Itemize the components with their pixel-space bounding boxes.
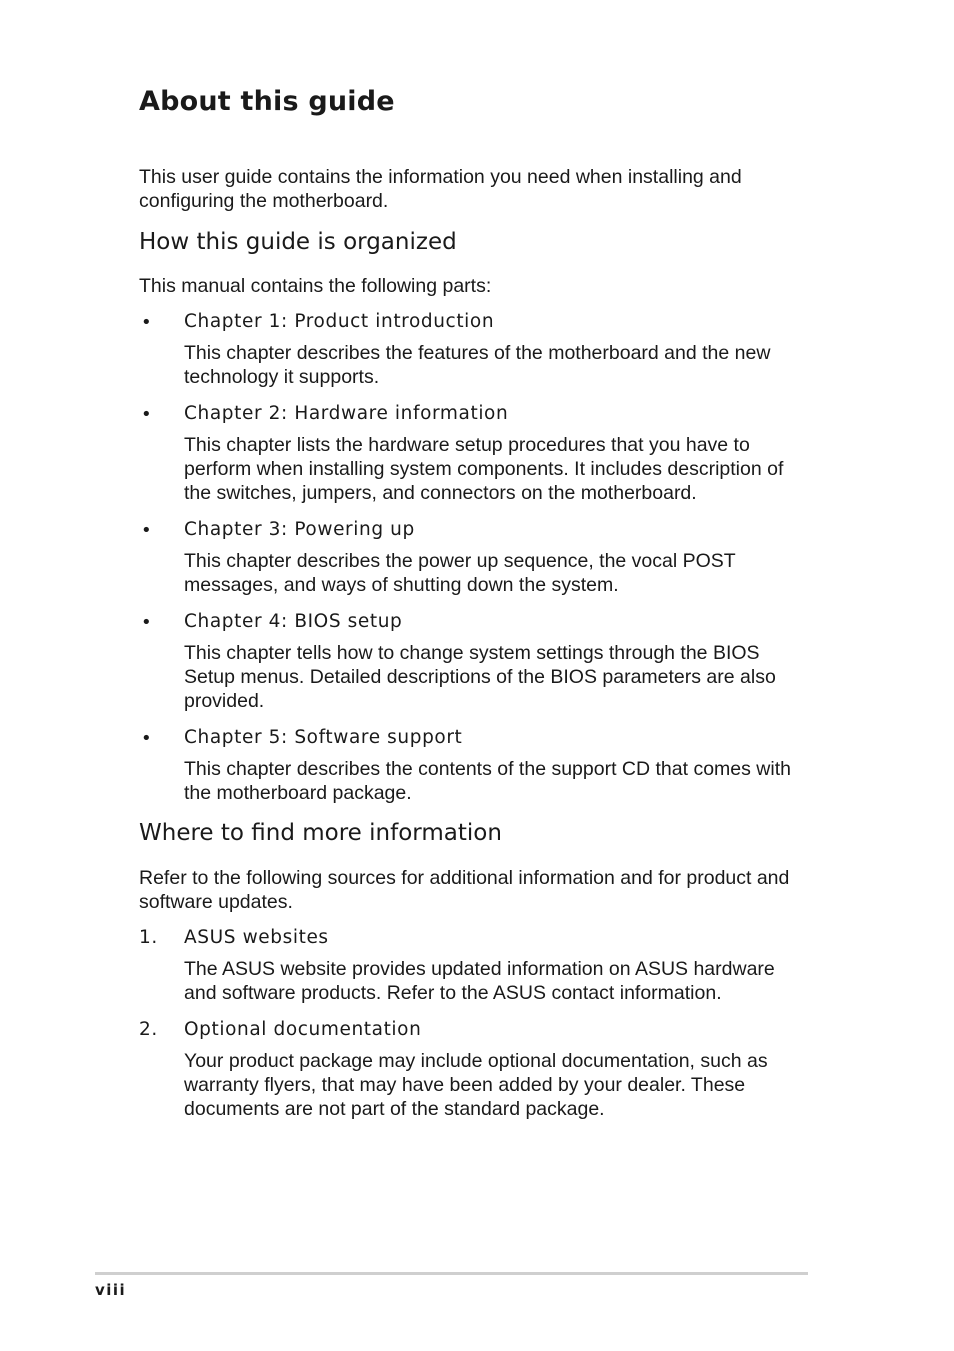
chapter-item: [139, 311, 809, 389]
chapter-description: This chapter lists the hardware setup procedures that you have to perform when installing system components. It includes description of the switches, jumpers, and connectors on the motherboard.: [184, 434, 784, 504]
bullet-icon: •: [141, 728, 153, 749]
chapter-title: Chapter 2: Hardware information: [184, 403, 509, 424]
section-heading-organized: How this guide is organized: [139, 229, 457, 255]
chapter-item: [139, 519, 809, 597]
page-number: viii: [95, 1281, 127, 1299]
bullet-icon: •: [141, 520, 153, 541]
source-title: ASUS websites: [184, 927, 329, 948]
bullet-icon: •: [141, 404, 153, 425]
source-description: The ASUS website provides updated information on ASUS hardware and software products. Refer to the ASUS contact information.: [184, 958, 775, 1004]
chapter-description: This chapter describes the power up sequence, the vocal POST messages, and ways of shutting down the system.: [184, 550, 736, 596]
chapter-title: Chapter 5: Software support: [184, 727, 463, 748]
item-number: 2.: [139, 1019, 158, 1040]
chapter-title: Chapter 4: BIOS setup: [184, 611, 403, 632]
chapter-item: [139, 727, 809, 805]
section-lead-organized: This manual contains the following parts:: [139, 275, 492, 297]
footer-divider: [95, 1272, 808, 1275]
chapter-title: Chapter 1: Product introduction: [184, 311, 495, 332]
chapter-item: [139, 611, 809, 713]
source-description: Your product package may include optional documentation, such as warranty flyers, that may have been added by your dealer. These documents are not part of the standard package.: [184, 1050, 768, 1120]
item-number: 1.: [139, 927, 158, 948]
chapter-title: Chapter 3: Powering up: [184, 519, 415, 540]
section-heading-more-info: Where to find more information: [139, 820, 502, 846]
chapter-description: This chapter tells how to change system settings through the BIOS Setup menus. Detailed descriptions of the BIOS parameters are also provided.: [184, 642, 776, 712]
chapter-description: This chapter describes the contents of the support CD that comes with the motherboard package.: [184, 758, 791, 804]
chapter-description: This chapter describes the features of the motherboard and the new technology it supports.: [184, 342, 771, 388]
source-title: Optional documentation: [184, 1019, 422, 1040]
bullet-icon: •: [141, 312, 153, 333]
bullet-icon: •: [141, 612, 153, 633]
source-item: [139, 927, 809, 1005]
source-item: [139, 1019, 809, 1121]
section-lead-more-info: Refer to the following sources for additional information and for product and software updates.: [139, 867, 790, 913]
page-title: About this guide: [139, 86, 395, 117]
intro-paragraph: This user guide contains the information you need when installing and configuring the motherboard.: [139, 166, 742, 212]
chapter-item: [139, 403, 809, 505]
